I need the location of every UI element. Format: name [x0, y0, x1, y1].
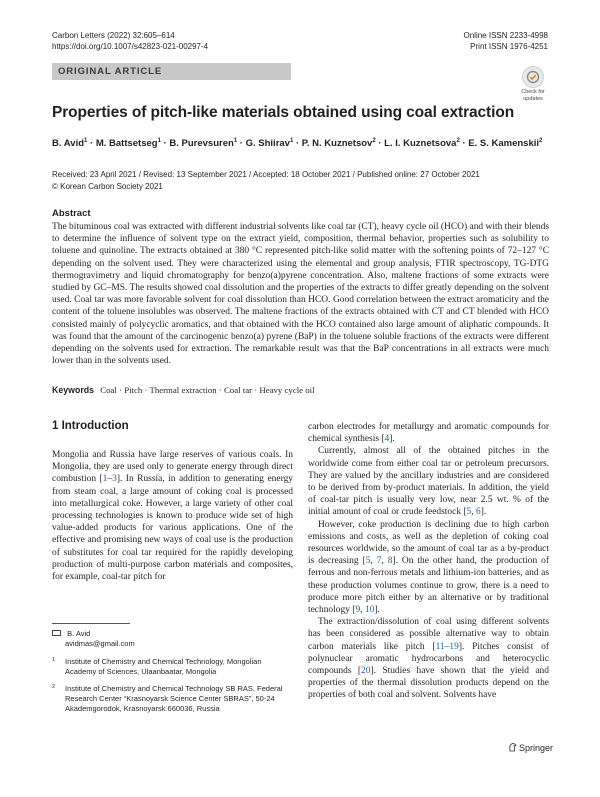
- paragraph-text: ].: [374, 605, 380, 616]
- corresponding-author-name: B. Avid: [67, 629, 91, 638]
- article-title: Properties of pitch-like materials obtained using coal extraction: [52, 104, 515, 121]
- paragraph: [308, 445, 549, 518]
- footnote-divider: [52, 623, 130, 624]
- article-type-label: ORIGINAL ARTICLE: [58, 65, 163, 77]
- section-heading: 1 Introduction: [52, 420, 129, 432]
- author-separator: ·: [160, 138, 170, 150]
- reference-link[interactable]: 6: [475, 507, 481, 518]
- doi-link[interactable]: https://doi.org/10.1007/s42823-021-00297-4: [52, 41, 209, 51]
- paragraph: [308, 421, 549, 445]
- publication-dates: [52, 169, 480, 192]
- paragraph-text: ,: [381, 556, 388, 567]
- reference-link[interactable]: 7: [376, 556, 382, 567]
- affiliation-1: [52, 657, 292, 677]
- reference-link[interactable]: 8: [387, 556, 393, 567]
- journal-header: [52, 31, 208, 52]
- reference-link[interactable]: 4: [384, 434, 390, 445]
- reference-link[interactable]: 10: [364, 605, 375, 616]
- author-separator: ·: [293, 138, 302, 150]
- check-for-updates-label: Check for updates: [521, 89, 545, 102]
- author-separator: ·: [237, 138, 246, 150]
- affiliation-2: [52, 684, 292, 714]
- paragraph-text: ,: [370, 556, 377, 567]
- author-name[interactable]: E. S. Kamenskii: [468, 138, 540, 150]
- paragraph-text: –: [444, 641, 450, 652]
- issn-print: Print ISSN 1976-4251: [470, 41, 548, 51]
- author-affiliation-marker: 2: [539, 138, 543, 144]
- keywords-list: Coal · Pitch · Thermal extraction · Coal tar · Heavy cycle oil: [100, 385, 315, 395]
- author-name[interactable]: L. I. Kuznetsova: [384, 138, 457, 150]
- corresponding-author-email[interactable]: avidmas@gmail.com: [65, 639, 135, 648]
- author-affiliation-marker: 1: [233, 138, 238, 144]
- affiliation-number: 2: [52, 684, 56, 690]
- paragraph: [52, 449, 293, 583]
- author-affiliation-marker: 1: [84, 138, 88, 144]
- paragraph-text: ,: [360, 605, 365, 616]
- keywords-label: Keywords: [52, 385, 95, 395]
- affiliation-text: Institute of Chemistry and Chemical Technology SB RAS, Federal Research Center “Krasnoyarsk Science Center SBRAS”, 50-24 Akademgorodok, Krasnoyarsk 660036, Russia: [65, 684, 283, 713]
- author-affiliation-marker: 1: [157, 138, 161, 144]
- issn-block: [464, 31, 549, 52]
- paragraph: [308, 616, 549, 701]
- paragraph: [308, 519, 549, 617]
- author-affiliation-marker: 1: [289, 138, 294, 144]
- paragraph-text: Currently, almost all of the obtained pitches in the worldwide come from either coal tar or petroleum precursors. They are valued by the ancillary industries and are considered to be derived from by-product materials. In addition, the yield of coal-tar pitch is usually very low, near 2.5 wt. % of the initial amount of coal or crude feedstock [: [308, 446, 549, 518]
- envelope-icon: [52, 630, 61, 636]
- correspondence-block: [52, 629, 135, 649]
- paragraph-text: ].: [480, 507, 487, 518]
- check-for-updates-badge[interactable]: [518, 66, 548, 102]
- paragraph-text: ].: [389, 434, 395, 445]
- author-separator: ·: [375, 138, 385, 150]
- dates-line: Received: 23 April 2021 / Revised: 13 September 2021 / Accepted: 18 October 2021 / Published online: 27 October 2021: [52, 170, 480, 179]
- author-name[interactable]: M. Battsetseg: [95, 138, 158, 150]
- reference-link[interactable]: 5: [365, 556, 371, 567]
- body-column-right: [308, 421, 549, 702]
- paragraph-text: ]. In Russia, in addition to generating energy from steam coal, a large amount of coking coal is processed into metallurgical coke. However, a large variety of other coal processing technologies is known to produce wide set of high value-added products for various applications. One of the effective and promising new ways of coal use is the production of substitutes for coal tar required for the rapidly developing production of multi-purpose carbon materials and composites, for example, coal-tar pitch for: [52, 474, 294, 583]
- reference-link[interactable]: 19: [449, 641, 459, 652]
- abstract-text: The bituminous coal was extracted with different industrial solvents like coal tar (CT), heavy cycle oil (HCO) and with their blends to determine the influence of solvent type on the extract yield, composition, thermal behavior, properties such as solubility to toluene and quinoline. The extracts obtained at 380 °C represented pitch-like solid matter with the softening points of 72–127 °C depending on the solvent used. They were characterized using the elemental and group analysis, FTIR spectroscopy, TG-DTG thermogravimetry and liquid chromatography for benzo(a)pyrene concentration. Also, maltene fractions of some extracts were studied by GC–MS. The results showed coal dissolution and the properties of the extracts to differ greatly depending on the solvent used. Coal tar was more favorable solvent for coal dissolution than HCO. Good correlation between the extract aromaticity and the content of the toluene insolubles was observed. The maltene fractions of the extracts obtained with CT and CT blended with HCO consisted mainly of polycyclic aromatics, and that obtained with the HCO contained also large amount of aliphatic compounds. It was found that the amount of the carcinogenic benzo(a) pyrene (BaP) in the toluene soluble fractions of the extracts were different depending on the solvents used for extraction. The remarkable result was that the BaP concentrations in all extracts were much lower than in the solvents used.: [52, 222, 549, 367]
- author-name[interactable]: B. Purevsuren: [169, 138, 234, 150]
- reference-link[interactable]: 11: [435, 641, 445, 652]
- abstract-heading: Abstract: [52, 208, 91, 219]
- paragraph-text: Mongolia and Russia have large reserves of various coals. In Mongolia, they are used only to generate energy through direct combustion [: [52, 450, 293, 485]
- springer-horse-icon: [508, 742, 517, 752]
- copyright-line: © Korean Carbon Society 2021: [52, 181, 163, 191]
- paragraph-text: –: [107, 474, 113, 485]
- keywords-line: [52, 385, 315, 395]
- check-for-updates-icon: [522, 66, 544, 88]
- reference-link[interactable]: 3: [112, 474, 117, 485]
- author-affiliation-marker: 2: [456, 138, 460, 144]
- author-name[interactable]: B. Avid: [52, 138, 85, 150]
- publisher-name: Springer: [519, 743, 554, 753]
- paragraph-text: ]. On the other hand, the production of ferrous and non-ferrous metals and lithium-ion batteries, and as these production volumes continue to grow, there is a need to produce more pitch either by an alternative or by traditional technology [: [308, 556, 550, 616]
- publisher-logo: [508, 742, 553, 753]
- paragraph-text: ]. Pitches consist of polynuclear aromatic hydrocarbons and heterocyclic compounds [: [308, 641, 549, 677]
- reference-link[interactable]: 20: [361, 666, 371, 677]
- reference-link[interactable]: 5: [466, 507, 472, 518]
- author-separator: ·: [459, 138, 469, 150]
- author-list: [52, 138, 542, 149]
- author-affiliation-marker: 2: [372, 138, 376, 144]
- paragraph-text: carbon electrodes for metallurgy and aromatic compounds for chemical synthesis [: [308, 422, 549, 445]
- paragraph-text: However, coke production is declining due to high carbon emissions and costs, as well as the depletion of coking coal resources worldwide, so the amount of coal tar as a by-product is decreasing [: [308, 519, 549, 567]
- author-separator: ·: [87, 138, 96, 150]
- affiliation-number: 1: [52, 657, 56, 663]
- body-column-left: [52, 449, 293, 583]
- paragraph-text: ]. Studies have shown that the yield and properties of the thermal dissolution products depend on the properties of both coal and solvent. Solvents have: [308, 666, 549, 701]
- paragraph-text: The extraction/dissolution of coal using different solvents has been considered as possible alternative way to obtain carbon materials like pitch [: [308, 617, 549, 652]
- affiliation-text: Institute of Chemistry and Chemical Technology, Mongolian Academy of Sciences, Ulaanbaatar, Mongolia: [65, 657, 262, 676]
- reference-link[interactable]: 1: [102, 474, 108, 485]
- author-name[interactable]: G. Shiirav: [245, 138, 290, 150]
- journal-citation: Carbon Letters (2022) 32:605–614: [52, 31, 175, 40]
- author-name[interactable]: P. N. Kuznetsov: [301, 138, 373, 150]
- article-type-banner: [52, 63, 291, 80]
- issn-online: Online ISSN 2233-4998: [463, 31, 548, 40]
- paragraph-text: ,: [471, 507, 476, 518]
- reference-link[interactable]: 9: [355, 605, 361, 616]
